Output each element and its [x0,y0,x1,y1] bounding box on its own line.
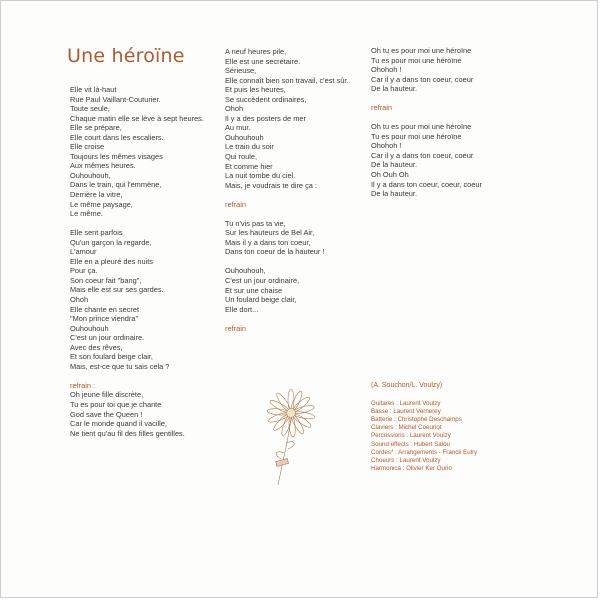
lyric-line: Toute seule, [70,104,110,114]
lyric-line: A neuf heures pile, [225,47,287,56]
lyric-line: Le même. [70,209,103,219]
lyric-line: Qui roule, [225,152,258,162]
lyric-line: God save the Queen ! [70,409,143,419]
stanza [225,324,348,334]
lyric-line: Oh tu es pour moi une héroïne [371,46,472,55]
credit-line: Harmonica : Olivier Ker Ourio [371,464,452,472]
credits-list [371,400,477,473]
lyric-line: Elle court dans les escaliers. [70,132,164,142]
credits-authors: (A. Souchon/L. Voulzy) [371,382,443,389]
lyric-line: Oh jeune fille discrète, [70,390,144,400]
lyric-line: Ouhouhouh, [70,170,111,180]
lyric-line: Dans ton coeur de la hauteur ! [225,247,325,257]
lyric-line: Tu n'vis pas ta vie, [225,218,286,228]
lyric-line: Ouhouhouh, [225,266,266,276]
lyrics-column-1 [70,85,204,448]
stanza [225,47,348,190]
lyric-line: Avec des rêves, [70,342,123,352]
lyric-line: Ohohoh ! [371,65,402,75]
lyric-line: C'est un jour ordinaire. [70,333,145,343]
lyric-line: Car il y a dans ton coeur, coeur [371,74,474,84]
credit-line: Sound effects : Hubert Salou [371,440,450,448]
lyric-line: Elle croise [70,142,105,152]
lyric-line: L'amour [70,247,97,257]
lyric-line: Et son foulard beige clair, [70,352,153,362]
lyric-line: Au mur. [225,123,251,133]
stanza [70,381,204,438]
lyric-line: Le train du soir [225,142,274,152]
lyric-line: Toujours les mêmes visages [70,151,163,161]
lyric-line: Mais elle est sur ses gardes. [70,285,164,295]
credit-line: Claviers : Michel Coeuriot [371,424,442,432]
refrain-marker: refrain [371,103,392,113]
lyric-line: Elle connaît bien son travail, c'est sûr. [225,75,349,85]
lyric-line: C'est un jour ordinaire, [225,275,300,285]
stanza [70,228,204,371]
credit-line: Basse : Laurent Vernerey [371,408,441,416]
lyric-line: Tu es pour toi que je chante [70,399,162,409]
lyric-line: Elle se prépare, [70,123,122,133]
lyric-line: Se succèdent ordinaires, [225,94,307,104]
lyric-line: Oh tu es pour moi une héroïne [371,122,472,132]
lyric-line: La nuit tombe du ciel. [225,171,296,181]
lyric-line: Sérieuse, [225,66,257,76]
lyric-line: Tu es pour moi une héroïne [371,131,462,141]
lyric-line: Mais, est-ce que tu sais cela ? [70,361,170,371]
daisy-flower-icon [251,381,331,491]
credit-line: Choeurs : Laurent Voulzy [371,456,441,464]
lyric-line: Ohoh [225,104,244,114]
lyric-line: Son coeur fait "bang", [70,275,142,285]
lyric-line: Sur les hauteurs de Bel Air, [225,228,315,238]
lyric-line: De la hauteur. [371,84,418,94]
lyric-line: Le même paysage, [70,199,133,209]
stanza [371,46,482,94]
lyric-line: Derrière la vitre, [70,190,123,200]
lyric-line: "Mon prince viendra" [70,314,139,324]
credit-line: Batterie : Christophe Deschamps [371,416,462,424]
lyrics-column-3 [371,46,482,208]
lyric-line: Pour ça. [70,266,98,276]
lyric-line: Elle en a pleuré des nuits [70,256,153,266]
lyric-line: Qu'un garçon la regarde, [70,237,152,247]
lyric-line: Ohoh [70,294,89,304]
credit-line: Percussions : Laurent Voulzy [371,432,451,440]
lyric-line: Et comme hier [225,161,273,171]
credit-line: Guitares : Laurent Voulzy [371,400,441,408]
lyric-line: Aux mêmes heures. [70,161,136,171]
lyric-line: Oh Ouh Oh [371,170,409,180]
lyric-line: Chaque matin elle se lève à sept heures. [70,113,204,123]
song-title: Une héroïne [67,45,185,67]
lyric-line: Elle est une secrétaire. [225,56,301,66]
lyric-line: Elle dort... [225,304,259,314]
credits-block [371,382,477,473]
lyric-line: Ouhouhouh [225,132,264,142]
lyric-line: De la hauteur. [371,189,418,199]
lyric-line: Elle sent parfois [70,228,123,238]
stanza [371,122,482,198]
lyric-line: Et sur une chaise [225,285,283,295]
lyric-line: Elle vit là-haut [70,85,117,94]
stanza [225,219,348,257]
stanza [371,103,482,113]
refrain-marker: refrain : [70,380,96,390]
lyric-line: Il y a des posters de mer [225,113,306,123]
lyric-line: Car le monde quand il vacille, [70,419,167,429]
lyric-line: Et puis les heures, [225,85,286,95]
lyric-line: Mais, je voudrais te dire ça : [225,180,318,190]
stanza [225,266,348,314]
lyric-line: Tu es pour moi une héroïne [371,55,462,65]
stanza [70,85,204,219]
lyric-line: Un foulard beige clair, [225,295,297,305]
lyric-line: Ohohoh ! [371,141,402,151]
lyric-line: Il y a dans ton coeur, coeur, coeur [371,179,482,189]
lyric-line: Elle chante en secret [70,304,140,314]
lyric-line: Ne tient qu'au fil des filles gentilles. [70,428,185,438]
lyric-line: Mais il y a dans ton coeur, [225,237,311,247]
lyric-line: Car il y a dans ton coeur, coeur [371,150,474,160]
lyric-line: De la hauteur. [371,160,418,170]
stanza [225,200,348,210]
credit-line: Cordes* : Arrangements - Franck Eulry [371,448,478,456]
lyrics-column-2 [225,47,348,343]
lyric-line: Ouhouhouh [70,323,109,333]
refrain-marker: refrain [225,199,246,209]
lyric-line: Dans le train, qui l'emmène, [70,180,162,190]
refrain-marker: refrain [225,323,246,333]
lyric-line: Rue Paul Vaillant-Couturier. [70,94,161,104]
